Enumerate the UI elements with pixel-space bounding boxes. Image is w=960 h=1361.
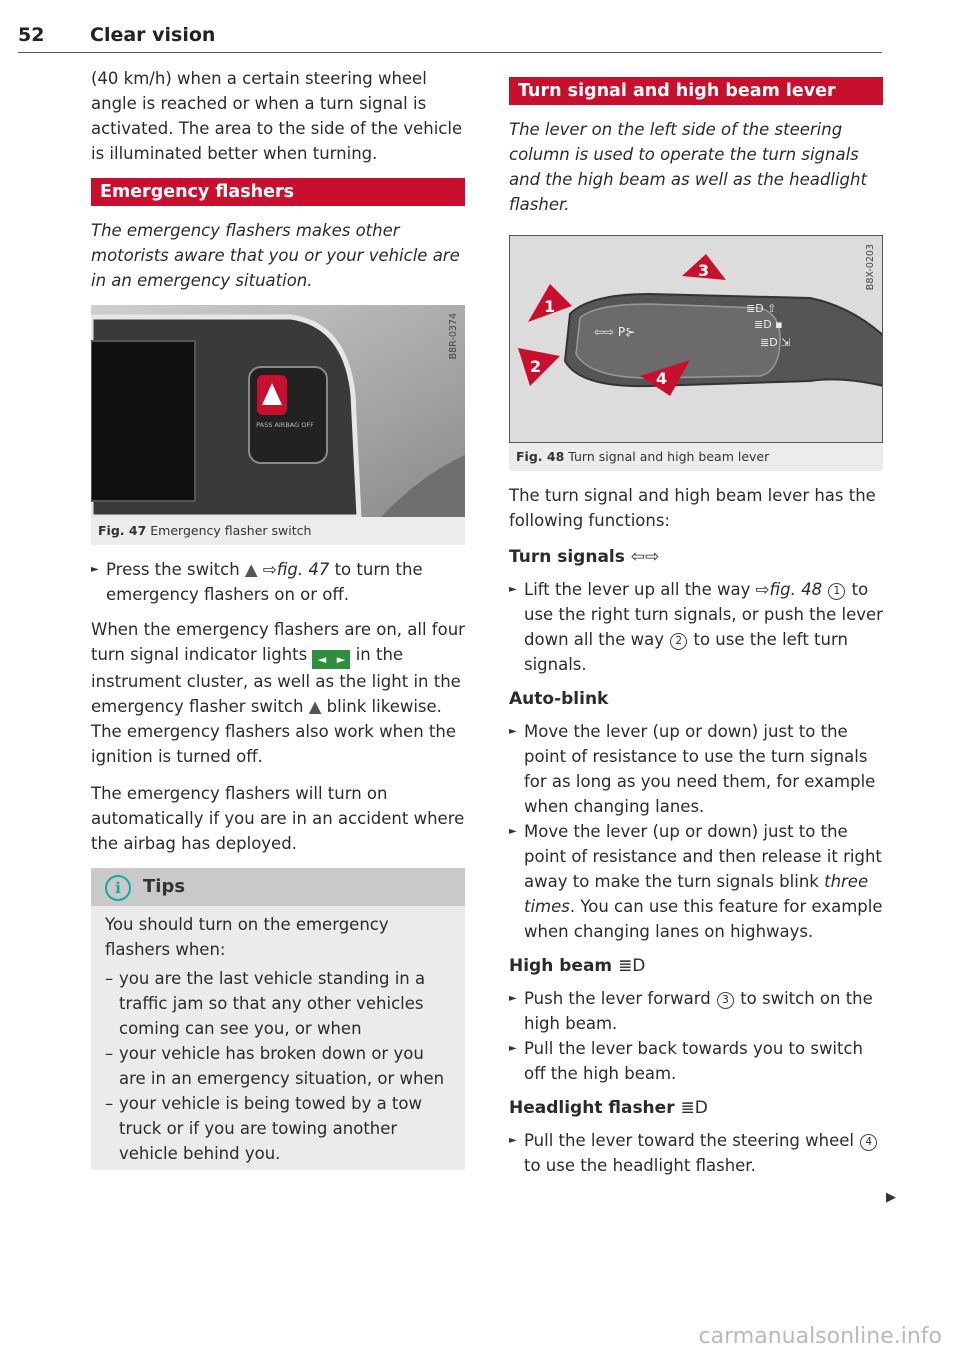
emergency-flasher-drawing [91,305,465,517]
high-beam-icon: ≣D [618,956,646,976]
page-number: 52 [18,24,45,46]
continue-arrow-icon: ▶ [886,1190,896,1205]
warning-triangle-icon: ▲ [308,697,322,716]
emergency-flasher-illustration [91,305,465,517]
figure-47-caption-text: Emergency flasher switch [150,523,312,538]
tips-item: – you are the last vehicle standing in a traffic jam so that any other vehicles coming can see you, or when [105,966,451,1041]
section-title: Clear vision [90,24,216,46]
figure-48-id: B8X-0203 [865,244,876,291]
tips-header [91,868,465,906]
tips-body [91,906,465,1170]
press-switch-item: ► Press the switch ▲ ⇨fig. 47 to turn the emergency flashers on or off. [91,557,465,607]
right-column [509,77,883,1188]
emergency-flashers-lead: The emergency flashers makes other motorists aware that you or your vehicle are in an emergency situation. [91,221,460,290]
auto-blink-item: ► Move the lever (up or down) just to the point of resistance to use the turn signals for as long as you need them, for example when changing lanes. [509,719,883,819]
figure-ref: fig. 48 [769,580,823,599]
high-beam-list [509,986,883,1086]
info-icon: i [105,875,131,901]
high-beam-item: ► Pull the lever back towards you to switch off the high beam. [509,1036,883,1086]
headlight-flasher-item: ► Pull the lever toward the steering wheel 4 to use the headlight flasher. [509,1128,883,1178]
callout-1-label: 1 [544,297,556,316]
figure-48-caption-text: Turn signal and high beam lever [568,449,770,464]
left-turn-indicator-icon: ◄ [312,650,331,669]
functions-paragraph: The turn signal and high beam lever has the following functions: [509,486,876,530]
headlight-flasher-icon: ≣D [680,1098,708,1118]
callout-1-arrow [528,284,572,322]
figure-48 [509,235,883,471]
turn-signal-arrows-icon: ⇦⇨ [630,547,660,567]
figure-47-id: B8R-0374 [448,313,459,360]
auto-blink-item: ► Move the lever (up or down) just to the point of resistance and then release it right away to make the turn signals blink three times. You can use this feature for example when changing lanes on highways. [509,819,883,944]
right-turn-indicator-icon: ► [331,650,350,669]
turn-signal-lead: The lever on the left side of the steering column is used to operate the turn signals and the high beam as well as the headlight flasher. [509,120,867,214]
auto-blink-heading: Auto-blink [509,689,609,709]
warning-triangle-icon: ▲ [244,560,258,579]
turn-signal-heading: Turn signal and high beam lever [509,77,883,105]
pass-airbag-off-label: PASS AIRBAG OFF [256,421,314,429]
emergency-flashers-heading: Emergency flashers [91,178,465,206]
callout-4-marker: 4 [860,1134,877,1151]
beam-icon: ≣D ▪ [754,318,783,331]
callout-3-label: 3 [698,261,710,280]
headlight-flasher-list [509,1128,883,1178]
high-beam-symbols-icon: ≣D ⇧ [746,302,777,315]
turn-signals-item: ► Lift the lever up all the way ⇨fig. 48 1 to use the right turn signals, or push the lever down all the way 2 to use the left turn signals. [509,577,883,677]
auto-blink-list [509,719,883,944]
figure-ref: fig. 47 [276,560,330,579]
figure-47-caption [91,517,465,545]
page-header [18,24,882,53]
callout-1-marker: 1 [828,583,845,600]
turn-signals-list [509,577,883,677]
headlight-flasher-heading: Headlight flasher ≣D [509,1098,708,1118]
figure-48-label: Fig. 48 [516,449,565,464]
turn-signals-heading: Turn signals ⇦⇨ [509,547,660,567]
arrow-ref-icon: ⇨ [755,580,770,599]
watermark: carmanualsonline.info [698,1324,942,1349]
figure-47 [91,305,465,545]
arrow-ref-icon: ⇨ [262,560,277,579]
callout-2-label: 2 [530,357,542,376]
press-switch-list [91,557,465,607]
figure-47-label: Fig. 47 [98,523,147,538]
tips-item: – your vehicle has broken down or you are in an emergency situation, or when [105,1041,451,1091]
callout-2-arrow [518,348,560,386]
callout-3-arrow [682,254,726,280]
tips-item: – your vehicle is being towed by a tow truck or if you are towing another vehicle behind you. [105,1091,451,1166]
tips-box [91,868,465,1170]
intro-paragraph: (40 km/h) when a certain steering wheel angle is reached or when a turn signal is activated. The area to the side of the vehicle is illuminated better when turning. [91,69,463,163]
callout-4-label: 4 [656,369,668,388]
left-column [91,66,465,1170]
high-beam-heading: High beam ≣D [509,956,646,976]
turn-arrows-icon: ⇦⇨ P⊱ [594,325,636,339]
turn-signal-lever-illustration [509,235,883,443]
figure-48-caption [509,443,883,471]
callout-3-marker: 3 [717,992,734,1009]
callout-2-marker: 2 [670,633,687,650]
flasher-icon: ≣D ⇲ [760,336,791,349]
tips-intro: You should turn on the emergency flashers when: [105,915,389,959]
tips-title: Tips [143,876,186,897]
turn-signal-lever-drawing [510,236,883,443]
high-beam-item: ► Push the lever forward 3 to switch on the high beam. [509,986,883,1036]
indicator-paragraph: When the emergency flashers are on, all four turn signal indicator lights ◄ ► in the instrument cluster, as well as the light in the emergency flasher switch ▲ blink likewise. The emergency flashers also work when the ignition is turned off. [91,620,465,766]
airbag-paragraph: The emergency flashers will turn on automatically if you are in an accident where the airbag has deployed. [91,784,465,853]
